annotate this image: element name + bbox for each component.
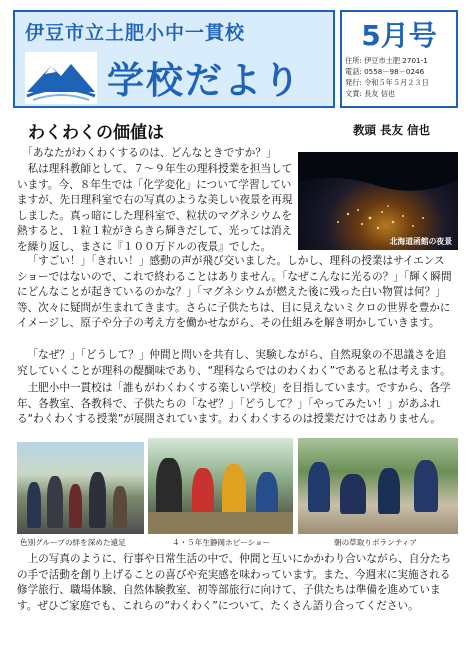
- weeding-caption: 朝の草取りボランティア: [334, 538, 417, 547]
- newsletter-title: 学校だより: [107, 59, 302, 102]
- paragraph-science-joy: 「なぜ？」「どうして？」仲間と問いを共有し、実験しながら、自然現象の不思議さを追究していくことが理科の醍醐味であり、“理科ならではのわくわく”であると私は考えます。: [17, 349, 451, 377]
- paragraph-reaction: 「すごい！」「きれい！」感動の声が飛び交いました。しかし、理科の授業はサイエンスショーではないので、これで終わることはありません。「なぜこんなに光るの？」「輝く瞬間にどんなことが起きているのかな？」「マグネシウムが燃えた後に残った白い物質は何？」等、次々に疑問が生まれてきます。さらに子供たちは、目に見えないミクロの世界を豊かにイメージし、原子や分子の考え方を働かせながら、その仕組みを解き明かしていきます。: [17, 255, 452, 330]
- issue-number: 5月号: [361, 19, 437, 52]
- article-headline: わくわくの価値は: [28, 123, 164, 143]
- weeding-volunteer-photo: [298, 438, 458, 534]
- paragraph-closing: 上の写真のように、行事や日常生活の中で、仲間と互いにかかわり合いながら、自分たちの手で活動を創り上げることの喜びや充実感を味わっています。また、今週末に実施される修学旅行、職場体験、自然体験教室、初等部旅行に向けて、子供たちは準備を進めています。ぜひご家庭でも、これらの“わくわく”について、たくさん語り合ってください。: [17, 553, 452, 612]
- paragraph-experiment: 私は理科教師として、７～９年生の理科授業を担当しています。今、８年生では「化学変化」について学習していますが、先日理科室で右の写真のような美しい夜景を再現しました。真っ暗にした理科室で、粒状のマグネシウムを熱すると、１粒１粒がきらきら輝きだして、光っては消えを繰り返し、まさに『１００万ドルの夜景』でした。: [17, 163, 293, 253]
- issue-date: 発行: 令和５年５月２３日: [345, 78, 429, 87]
- school-address: 住所: 伊豆市土肥 2701-1: [345, 56, 428, 65]
- article-byline: 教頭 長友 信也: [353, 123, 431, 137]
- masthead: [13, 10, 335, 108]
- excursion-caption: 色別グループの絆を深めた遠足: [20, 538, 126, 547]
- paragraph-question: 「あなたがわくわくするのは、どんなときですか？」: [22, 147, 277, 159]
- mountain-logo-icon: [25, 52, 97, 104]
- paragraph-school-goal: 土肥小中一貫校は「誰もがわくわくする楽しい学校」を目指しています。ですから、各学年、各教室、各教科で、子供たちの「なぜ？」「どうして？」「やってみたい！」があふれる“わくわくする授業”が展開されています。わくわくするのは授業だけではありません。: [17, 382, 451, 426]
- hobby-show-photo: [148, 438, 293, 534]
- school-phone: 電話: 0558－98－0246: [345, 67, 425, 76]
- excursion-photo: [17, 442, 144, 534]
- issue-box: [340, 10, 458, 108]
- hobby-show-caption: ４・５年生静岡ホビーショー: [172, 538, 271, 547]
- night-view-photo: [298, 152, 458, 250]
- night-view-caption: 北海道函館の夜景: [389, 237, 452, 246]
- issue-author: 文責: 長友 信也: [345, 89, 396, 98]
- school-name: 伊豆市立土肥小中一貫校: [25, 22, 246, 44]
